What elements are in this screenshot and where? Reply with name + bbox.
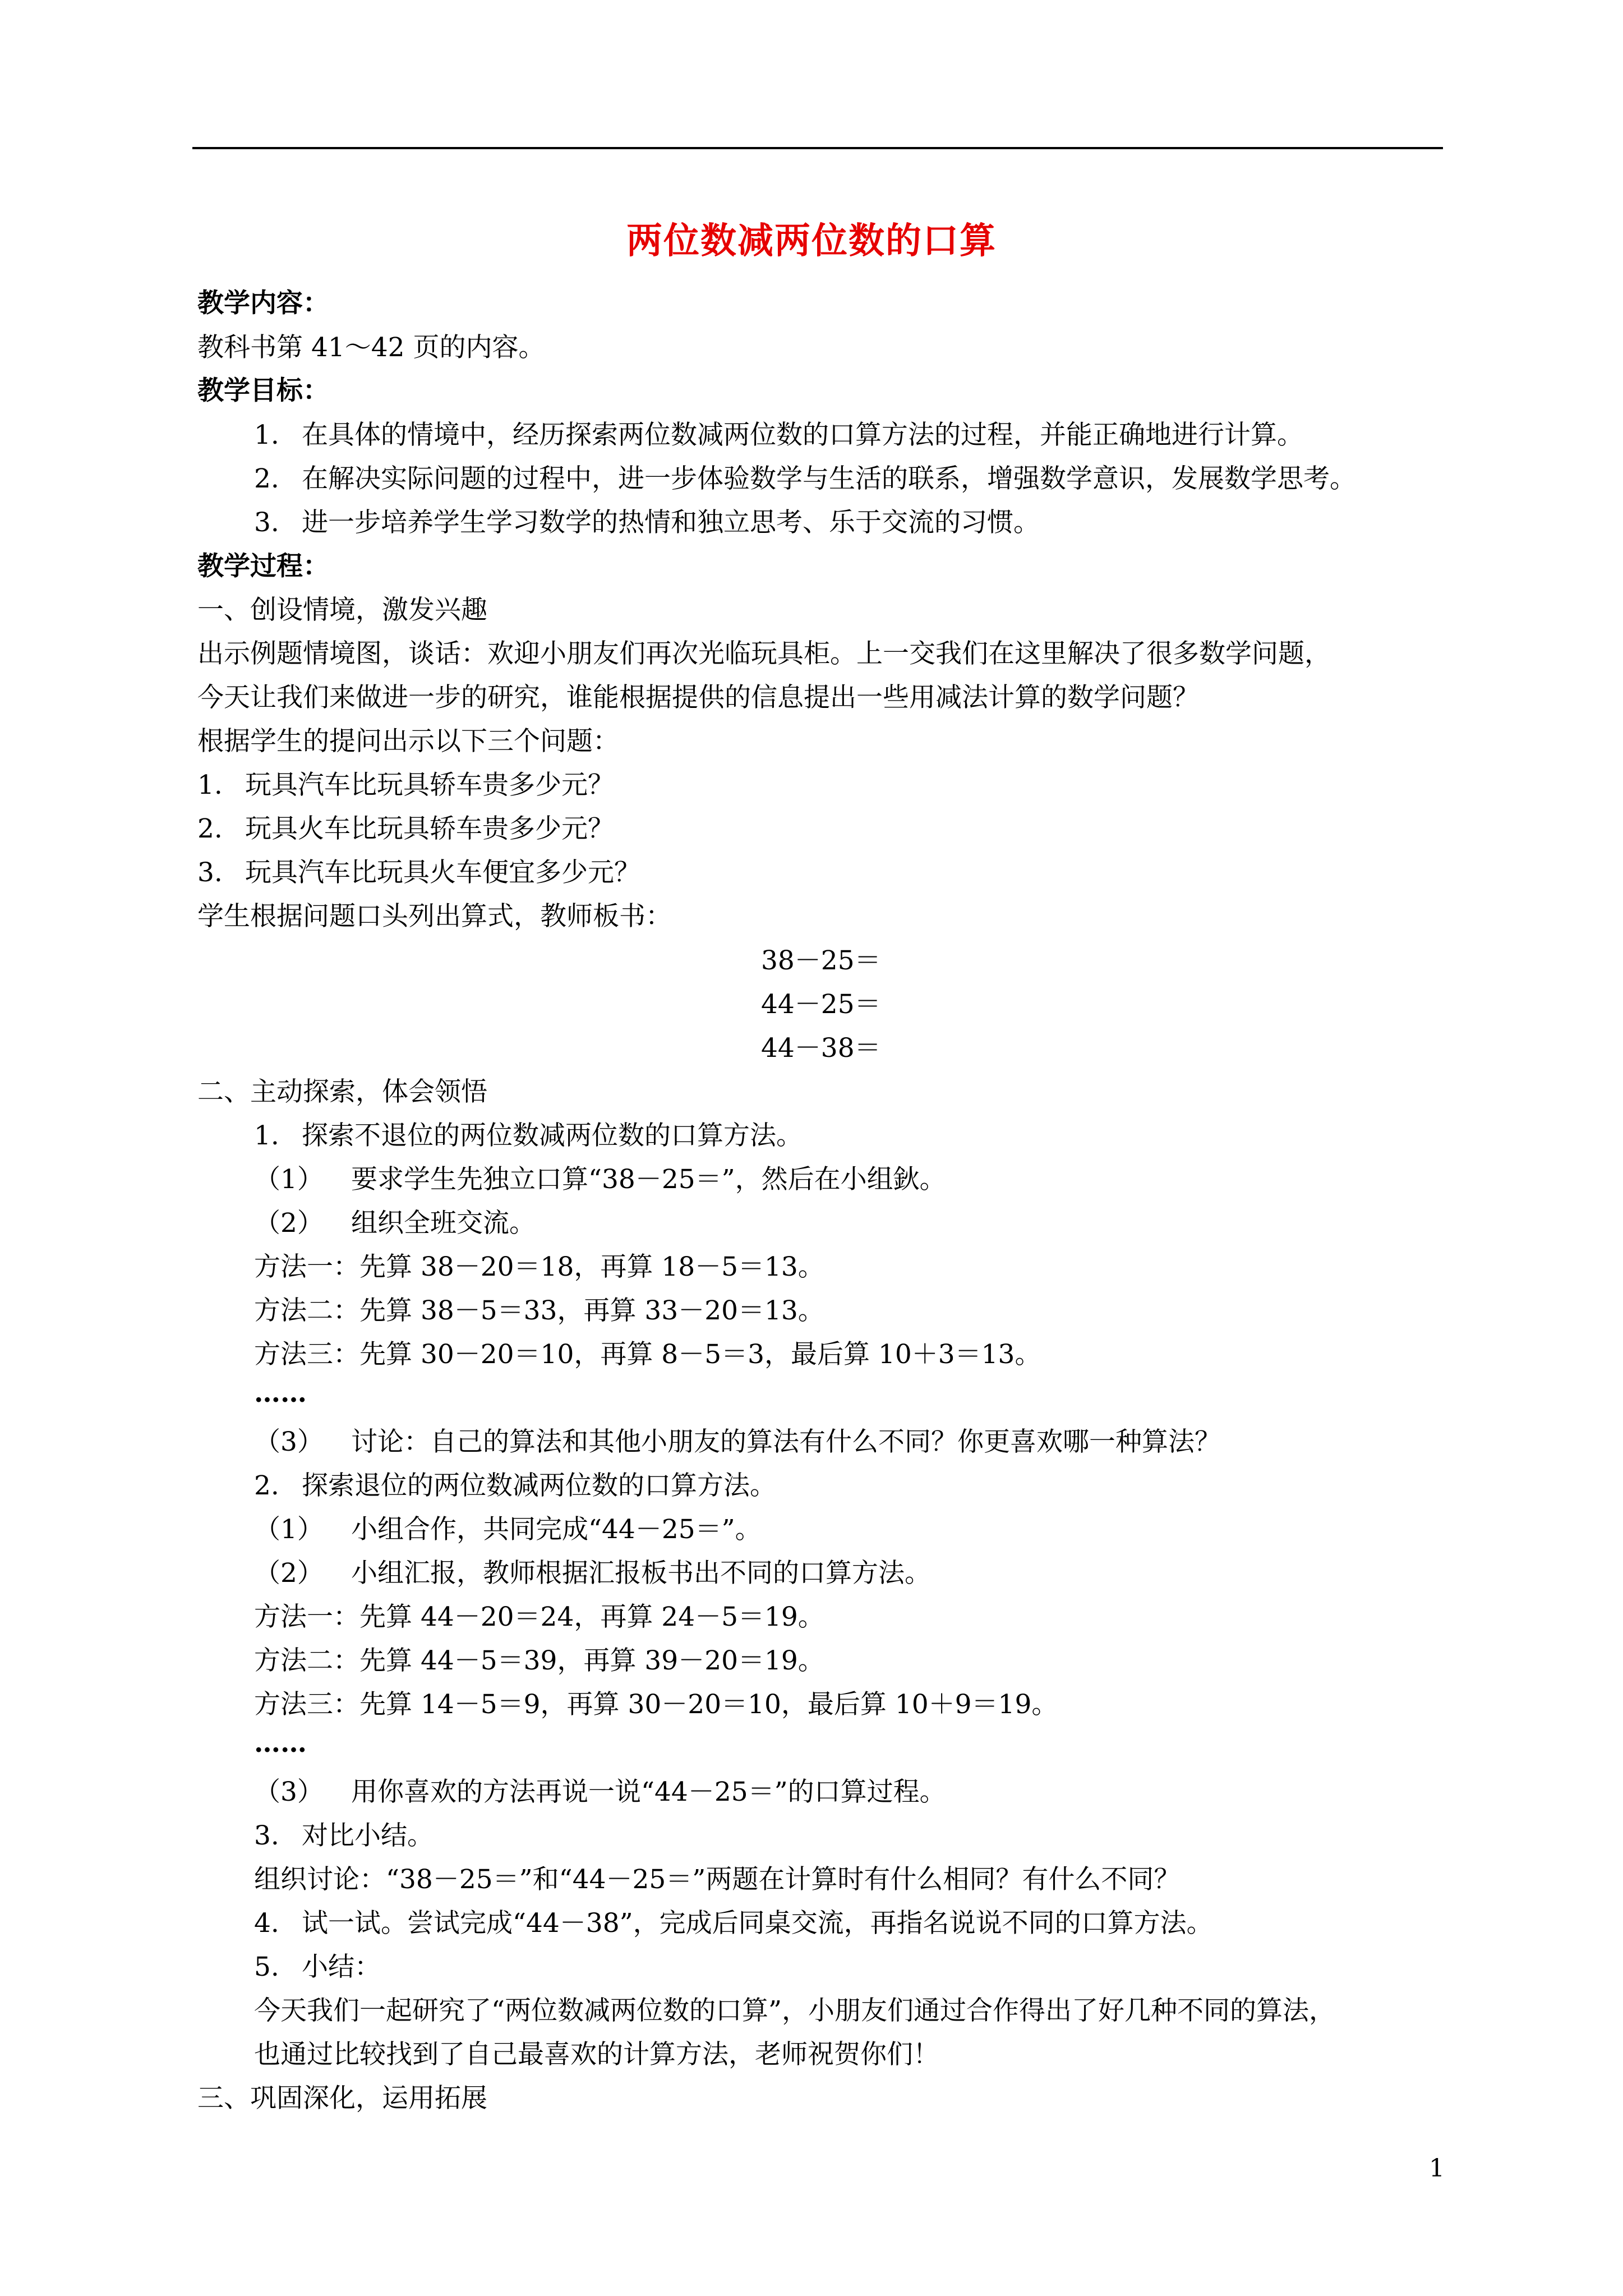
goal-item: [254, 418, 1303, 452]
subsection-number: 4.: [254, 1908, 279, 1939]
document-title: 两位数减两位数的口算: [626, 220, 997, 262]
question-text: 玩具汽车比玩具轿车贵多少元？: [245, 770, 614, 800]
header-rule: [192, 147, 1443, 149]
paragraph: 也通过比较找到了自己最喜欢的计算方法，老师祝贺你们！: [254, 2039, 939, 2070]
step-number: （2）: [254, 1208, 324, 1239]
equation: 38－25＝: [761, 945, 881, 976]
subsection-number: 1.: [254, 1120, 279, 1151]
equation: 44－25＝: [761, 989, 881, 1020]
goal-item: [254, 506, 1040, 540]
subsection-title: [254, 1950, 381, 1984]
step-item: [254, 1163, 946, 1197]
step-item: [254, 1207, 536, 1240]
goal-text: 在解决实际问题的过程中，进一步体验数学与生活的联系，增强数学意识，发展数学思考。: [302, 463, 1356, 494]
goals-heading: 教学目标：: [197, 375, 329, 406]
step-item: [254, 1557, 931, 1590]
method-line: 方法一：先算 44－20＝24，再算 24－5＝19。: [254, 1602, 824, 1632]
subsection-title: [254, 1469, 776, 1503]
question-item: [197, 769, 614, 802]
method-line: 方法一：先算 38－20＝18，再算 18－5＝13。: [254, 1251, 824, 1282]
ellipsis: ……: [254, 1728, 307, 1759]
step-number: （3）: [254, 1427, 324, 1457]
subsection-number: 3.: [254, 1820, 279, 1851]
subsection-number: 5.: [254, 1952, 279, 1982]
section1-heading: 一、创设情境，激发兴趣: [197, 595, 487, 625]
paragraph: 组织讨论：“38－25＝”和“44－25＝”两题在计算时有什么相同？有什么不同？: [254, 1864, 1181, 1895]
question-number: 1.: [197, 770, 223, 800]
question-text: 玩具火车比玩具轿车贵多少元？: [245, 813, 614, 844]
subsection-text: 探索退位的两位数减两位数的口算方法。: [302, 1470, 776, 1501]
question-number: 3.: [197, 857, 223, 888]
question-item: [197, 812, 614, 846]
subsection-title: [254, 1119, 803, 1153]
step-text: 小组汇报，教师根据汇报板书出不同的口算方法。: [351, 1558, 931, 1589]
question-text: 玩具汽车比玩具火车便宜多少元？: [245, 857, 640, 888]
step-text: 小组合作，共同完成“44－25＝”。: [351, 1514, 762, 1545]
step-number: （3）: [254, 1777, 324, 1807]
process-heading: 教学过程：: [197, 551, 329, 582]
step-item: [254, 1775, 946, 1809]
method-line: 方法二：先算 44－5＝39，再算 39－20＝19。: [254, 1645, 824, 1676]
step-item: [254, 1425, 1221, 1459]
section3-heading: 三、巩固深化，运用拓展: [197, 2083, 487, 2114]
question-number: 2.: [197, 813, 223, 844]
paragraph: 今天让我们来做进一步的研究，谁能根据提供的信息提出一些用减法计算的数学问题？: [197, 682, 1199, 713]
step-number: （1）: [254, 1164, 324, 1195]
subsection-title: [254, 1907, 1213, 1940]
step-text: 要求学生先独立口算“38－25＝”，然后在小组鈥。: [351, 1164, 946, 1195]
content-heading: 教学内容：: [197, 288, 329, 319]
page-number: 1: [1429, 2154, 1445, 2183]
subsection-number: 2.: [254, 1470, 279, 1501]
step-number: （2）: [254, 1558, 324, 1589]
paragraph: 学生根据问题口头列出算式，教师板书：: [197, 901, 672, 932]
goal-number: 3.: [254, 507, 279, 538]
paragraph: 根据学生的提问出示以下三个问题：: [197, 726, 619, 757]
step-item: [254, 1513, 762, 1547]
goal-number: 2.: [254, 463, 279, 494]
ellipsis: ……: [254, 1378, 307, 1409]
subsection-text: 试一试。尝试完成“44－38”，完成后同桌交流，再指名说说不同的口算方法。: [302, 1908, 1213, 1939]
method-line: 方法三：先算 30－20＝10，再算 8－5＝3，最后算 10＋3＝13。: [254, 1339, 1041, 1370]
paragraph: 今天我们一起研究了“两位数减两位数的口算”，小朋友们通过合作得出了好几种不同的算法，: [254, 1995, 1336, 2026]
goal-text: 在具体的情境中，经历探索两位数减两位数的口算方法的过程，并能正确地进行计算。: [302, 420, 1303, 450]
section2-heading: 二、主动探索，体会领悟: [197, 1076, 487, 1107]
goal-item: [254, 462, 1356, 496]
step-text: 组织全班交流。: [351, 1208, 536, 1239]
step-number: （1）: [254, 1514, 324, 1545]
method-line: 方法二：先算 38－5＝33，再算 33－20＝13。: [254, 1295, 824, 1326]
step-text: 讨论：自己的算法和其他小朋友的算法有什么不同？你更喜欢哪一种算法？: [351, 1427, 1221, 1457]
step-text: 用你喜欢的方法再说一说“44－25＝”的口算过程。: [351, 1777, 946, 1807]
paragraph: 出示例题情境图，谈话：欢迎小朋友们再次光临玩具柜。上一交我们在这里解决了很多数学问题，: [197, 638, 1331, 669]
content-text: 教科书第 41～42 页的内容。: [197, 332, 545, 363]
subsection-text: 探索不退位的两位数减两位数的口算方法。: [302, 1120, 803, 1151]
method-line: 方法三：先算 14－5＝9，再算 30－20＝10，最后算 10＋9＝19。: [254, 1689, 1058, 1720]
subsection-text: 对比小结。: [302, 1820, 434, 1851]
question-item: [197, 856, 640, 890]
subsection-title: [254, 1819, 434, 1853]
equation: 44－38＝: [761, 1033, 881, 1064]
goal-number: 1.: [254, 420, 279, 450]
subsection-text: 小结：: [302, 1952, 381, 1982]
goal-text: 进一步培养学生学习数学的热情和独立思考、乐于交流的习惯。: [302, 507, 1040, 538]
